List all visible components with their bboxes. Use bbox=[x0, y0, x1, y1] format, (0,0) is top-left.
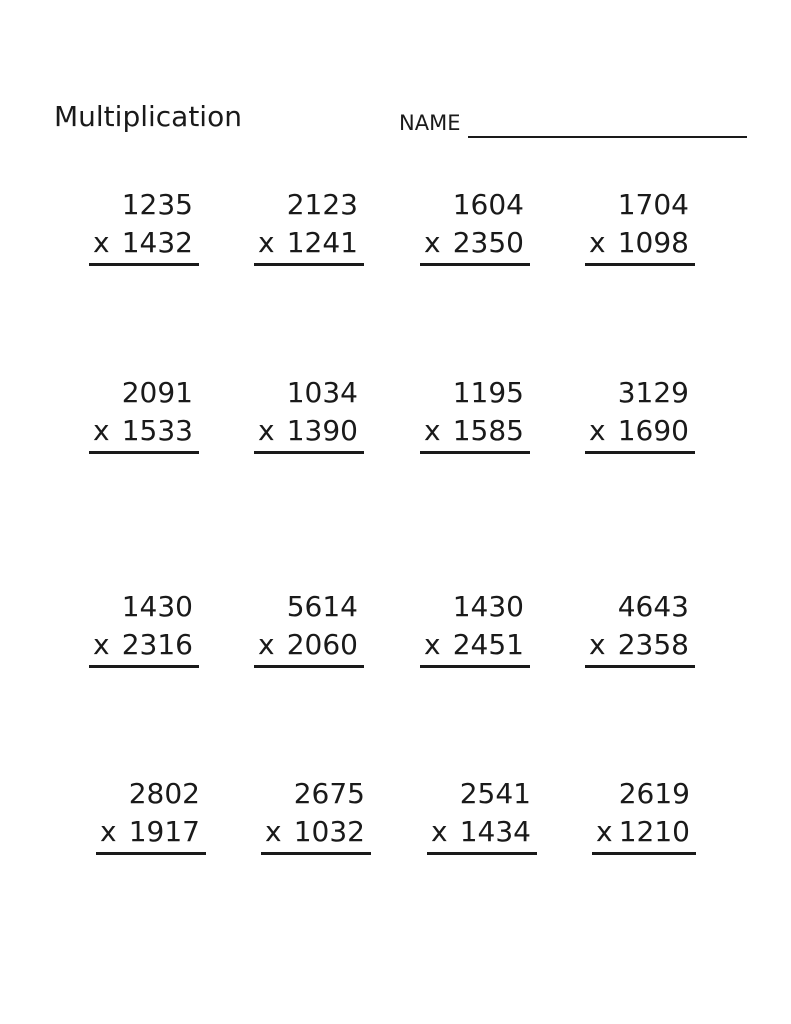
multiplicand: 1430 bbox=[121, 590, 193, 623]
multiply-operator: x bbox=[258, 628, 275, 661]
answer-line bbox=[254, 263, 364, 266]
multiplier: 2060 bbox=[286, 628, 358, 661]
answer-line bbox=[261, 852, 371, 855]
multiplicand: 4643 bbox=[617, 590, 689, 623]
multiplier: 2451 bbox=[452, 628, 524, 661]
multiplier: 1098 bbox=[617, 226, 689, 259]
multiply-operator: x bbox=[589, 628, 606, 661]
multiply-operator: x bbox=[596, 815, 613, 848]
answer-line bbox=[89, 263, 199, 266]
name-blank-line bbox=[468, 136, 747, 138]
multiply-operator: x bbox=[424, 628, 441, 661]
multiplicand: 2619 bbox=[618, 777, 690, 810]
answer-line bbox=[420, 263, 530, 266]
multiplier: 1390 bbox=[286, 414, 358, 447]
multiplicand: 2675 bbox=[293, 777, 365, 810]
multiply-operator: x bbox=[258, 226, 275, 259]
multiplier-row bbox=[258, 414, 358, 448]
multiplier: 2316 bbox=[121, 628, 193, 661]
multiplier: 1241 bbox=[286, 226, 358, 259]
multiplier-row bbox=[424, 226, 524, 260]
multiplier-row bbox=[258, 226, 358, 260]
multiplier-row bbox=[258, 628, 358, 662]
multiplicand: 1704 bbox=[617, 188, 689, 221]
worksheet-title: Multiplication bbox=[54, 100, 242, 133]
multiply-operator: x bbox=[431, 815, 448, 848]
answer-line bbox=[420, 451, 530, 454]
multiplier-row bbox=[589, 628, 689, 662]
name-label: NAME bbox=[399, 111, 461, 135]
answer-line bbox=[592, 852, 696, 855]
multiply-operator: x bbox=[100, 815, 117, 848]
multiplicand: 2541 bbox=[459, 777, 531, 810]
multiplier-row bbox=[589, 414, 689, 448]
multiplicand: 1195 bbox=[452, 376, 524, 409]
multiply-operator: x bbox=[424, 226, 441, 259]
answer-line bbox=[254, 451, 364, 454]
multiplicand: 5614 bbox=[286, 590, 358, 623]
answer-line bbox=[585, 665, 695, 668]
multiplier-row bbox=[431, 815, 531, 849]
multiply-operator: x bbox=[93, 226, 110, 259]
answer-line bbox=[89, 451, 199, 454]
multiplicand: 2802 bbox=[128, 777, 200, 810]
multiplier-row bbox=[100, 815, 200, 849]
multiplier: 2358 bbox=[617, 628, 689, 661]
multiplier-row bbox=[93, 226, 193, 260]
answer-line bbox=[254, 665, 364, 668]
multiplier-row bbox=[589, 226, 689, 260]
multiply-operator: x bbox=[589, 226, 606, 259]
multiply-operator: x bbox=[258, 414, 275, 447]
multiplier-row bbox=[596, 815, 690, 849]
multiplier: 1432 bbox=[121, 226, 193, 259]
multiplicand: 2123 bbox=[286, 188, 358, 221]
multiplicand: 1430 bbox=[452, 590, 524, 623]
multiply-operator: x bbox=[93, 414, 110, 447]
multiplier: 2350 bbox=[452, 226, 524, 259]
multiplicand: 1604 bbox=[452, 188, 524, 221]
multiplier-row bbox=[93, 414, 193, 448]
multiplier: 1032 bbox=[293, 815, 365, 848]
answer-line bbox=[89, 665, 199, 668]
multiplier: 1434 bbox=[459, 815, 531, 848]
multiplicand: 2091 bbox=[121, 376, 193, 409]
multiplier: 1585 bbox=[452, 414, 524, 447]
multiplicand: 1235 bbox=[121, 188, 193, 221]
multiplier: 1533 bbox=[121, 414, 193, 447]
multiplier-row bbox=[424, 628, 524, 662]
multiplier: 1917 bbox=[128, 815, 200, 848]
multiply-operator: x bbox=[424, 414, 441, 447]
answer-line bbox=[585, 263, 695, 266]
multiplier: 1210 bbox=[618, 815, 690, 848]
multiply-operator: x bbox=[93, 628, 110, 661]
multiplier-row bbox=[265, 815, 365, 849]
answer-line bbox=[585, 451, 695, 454]
answer-line bbox=[420, 665, 530, 668]
multiply-operator: x bbox=[265, 815, 282, 848]
multiply-operator: x bbox=[589, 414, 606, 447]
multiplier-row bbox=[93, 628, 193, 662]
answer-line bbox=[427, 852, 537, 855]
multiplicand: 3129 bbox=[617, 376, 689, 409]
answer-line bbox=[96, 852, 206, 855]
multiplier: 1690 bbox=[617, 414, 689, 447]
multiplicand: 1034 bbox=[286, 376, 358, 409]
multiplier-row bbox=[424, 414, 524, 448]
